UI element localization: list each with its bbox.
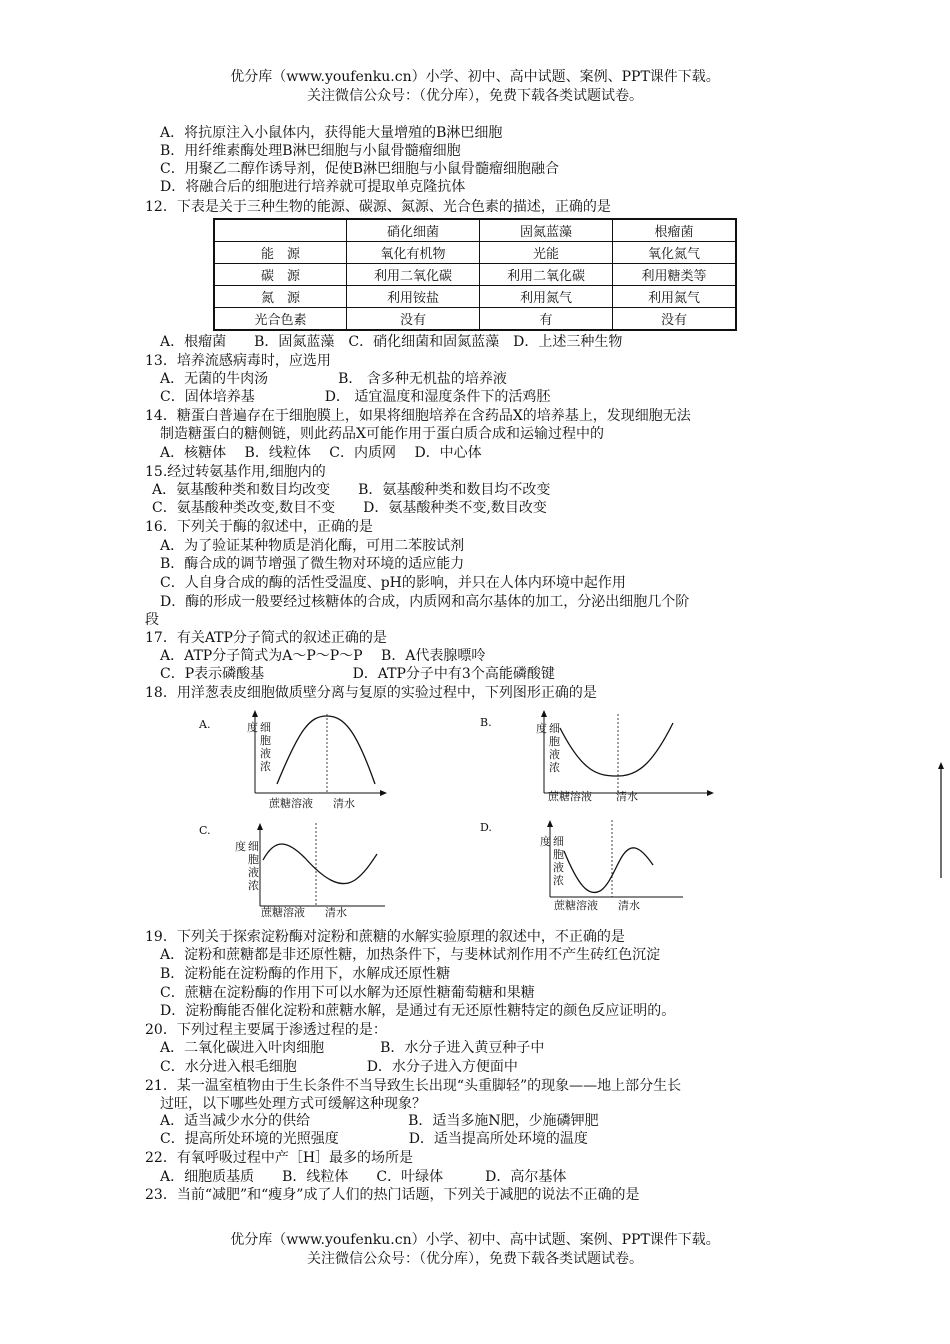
q19-option-c: C．蔗糖在淀粉酶的作用下可以水解为还原性糖葡萄糖和果糖 bbox=[160, 985, 535, 1001]
x-label-left: 蔗糖溶液 bbox=[554, 899, 598, 912]
y-label-char: 胞 bbox=[248, 853, 259, 866]
table-cell: 光能 bbox=[480, 242, 613, 264]
y-label-char: 度 bbox=[536, 722, 547, 735]
x-axis-arrow bbox=[380, 790, 387, 796]
q11-option-d: D．将融合后的细胞进行培养就可提取单克隆抗体 bbox=[160, 179, 466, 195]
y-axis-arrow bbox=[257, 823, 263, 830]
table-cell: 利用二氧化碳 bbox=[480, 264, 613, 286]
table-cell: 利用铵盐 bbox=[347, 286, 480, 308]
q19-option-a: A．淀粉和蔗糖都是非还原性糖，加热条件下，与斐林试剂作用不产生砖红色沉淀 bbox=[160, 947, 661, 963]
q14-stem-2: 制造糖蛋白的糖侧链，则此药品X可能作用于蛋白质合成和运输过程中的 bbox=[160, 426, 604, 442]
y-label-char: 度 bbox=[235, 840, 246, 853]
table-cell: 氮 源 bbox=[214, 286, 347, 308]
q23-stem: 23．当前“减肥”和“瘦身”成了人们的热门话题，下列关于减肥的说法不正确的是 bbox=[145, 1187, 640, 1203]
q19-option-d: D．淀粉酶能否催化淀粉和蔗糖水解，是通过有无还原性糖特定的颜色反应证明的。 bbox=[160, 1003, 676, 1019]
q17-options-ab: A．ATP分子简式为A～P～P～P B．A代表腺嘌呤 bbox=[160, 648, 486, 664]
y-label-char: 液 bbox=[553, 861, 564, 874]
q16-stem: 16．下列关于酶的叙述中，正确的是 bbox=[145, 519, 373, 535]
footer-line-1: 优分库（www.youfenku.cn）小学、初中、高中试题、案例、PPT课件下载。 bbox=[230, 1232, 720, 1248]
q15-stem: 15.经过转氨基作用,细胞内的 bbox=[145, 464, 326, 480]
y-label-char: 细 bbox=[260, 721, 271, 734]
q21-options-cd: C．提高所处环境的光照强度 D．适当提高所处环境的温度 bbox=[160, 1131, 588, 1147]
table-cell: 利用氮气 bbox=[613, 286, 737, 308]
q14-options: A．核糖体 B．线粒体 C．内质网 D．中心体 bbox=[160, 445, 482, 461]
y-axis-arrow bbox=[252, 710, 258, 717]
graph-label: A. bbox=[199, 718, 211, 731]
y-axis-arrow bbox=[541, 710, 547, 717]
q16-option-b: B．酶合成的调节增强了微生物对环境的适应能力 bbox=[160, 556, 465, 572]
y-label-char: 细 bbox=[553, 835, 564, 848]
table-cell: 光合色素 bbox=[214, 308, 347, 331]
q11-option-b: B．用纤维素酶处理B淋巴细胞与小鼠骨髓瘤细胞 bbox=[160, 143, 461, 159]
y-label-char: 细 bbox=[549, 722, 560, 735]
table-cell: 氧化氮气 bbox=[613, 242, 737, 264]
q16-option-d-1: D．酶的形成一般要经过核糖体的合成，内质网和高尔基体的加工，分泌出细胞几个阶 bbox=[160, 594, 690, 610]
curve bbox=[560, 723, 673, 776]
y-label-char: 胞 bbox=[553, 848, 564, 861]
table-cell: 利用糖类等 bbox=[613, 264, 737, 286]
table-cell: 固氮蓝藻 bbox=[480, 219, 613, 242]
x-label-right: 清水 bbox=[616, 790, 638, 803]
q16-option-c: C．人自身合成的酶的活性受温度、pH的影响，并只在人体内环境中起作用 bbox=[160, 575, 626, 591]
y-label-char: 度 bbox=[247, 721, 258, 734]
y-axis-arrow bbox=[547, 820, 553, 827]
table-header-row bbox=[214, 219, 736, 242]
x-label-right: 清水 bbox=[618, 899, 640, 912]
y-label-char: 度 bbox=[540, 835, 551, 848]
x-label-left: 蔗糖溶液 bbox=[261, 906, 305, 919]
margin-arrow-icon bbox=[936, 760, 946, 880]
table-cell: 有 bbox=[480, 308, 613, 331]
header-line-2: 关注微信公众号：（优分库），免费下载各类试题试卷。 bbox=[307, 88, 643, 104]
y-label-char: 液 bbox=[260, 747, 271, 760]
q20-options-ab: A．二氧化碳进入叶肉细胞 B．水分子进入黄豆种子中 bbox=[160, 1040, 545, 1056]
q12-stem: 12．下表是关于三种生物的能源、碳源、氮源、光合色素的描述，正确的是 bbox=[145, 199, 611, 215]
q13-stem: 13．培养流感病毒时，应选用 bbox=[145, 353, 331, 369]
table-cell: 碳 源 bbox=[214, 264, 347, 286]
curve bbox=[263, 844, 377, 884]
table-cell: 氧化有机物 bbox=[347, 242, 480, 264]
q21-options-ab: A．适当减少水分的供给 B．适当多施N肥，少施磷钾肥 bbox=[160, 1113, 599, 1129]
y-label-char: 液 bbox=[549, 748, 560, 761]
q12-table bbox=[213, 218, 737, 331]
q11-option-a: A．将抗原注入小鼠体内，获得能大量增殖的B淋巴细胞 bbox=[160, 125, 503, 141]
curve bbox=[277, 716, 375, 784]
y-label-char: 细 bbox=[248, 840, 259, 853]
q15-options-ab: A．氨基酸种类和数目均改变 B．氨基酸种类和数目均不改变 bbox=[152, 482, 551, 498]
x-label-right: 清水 bbox=[325, 906, 347, 919]
table-cell: 根瘤菌 bbox=[613, 219, 737, 242]
graph-label: D. bbox=[480, 821, 492, 834]
graph-label: C. bbox=[199, 824, 211, 837]
table-cell: 硝化细菌 bbox=[347, 219, 480, 242]
footer-line-2: 关注微信公众号：（优分库），免费下载各类试题试卷。 bbox=[307, 1251, 643, 1267]
graph-c bbox=[195, 818, 395, 920]
y-label-char: 浓 bbox=[553, 874, 564, 887]
y-label-char: 浓 bbox=[248, 879, 259, 892]
graph-a bbox=[195, 708, 395, 813]
q13-options-cd: C．固体培养基 D． 适宜温度和湿度条件下的活鸡胚 bbox=[160, 389, 551, 405]
x-label-right: 清水 bbox=[333, 797, 355, 810]
curve bbox=[564, 848, 653, 893]
table-cell bbox=[214, 219, 347, 242]
table-row bbox=[214, 308, 736, 331]
table-row bbox=[214, 286, 736, 308]
graph-b bbox=[478, 708, 728, 808]
q20-stem: 20．下列过程主要属于渗透过程的是： bbox=[145, 1022, 387, 1038]
y-label-char: 胞 bbox=[260, 734, 271, 747]
q15-options-cd: C．氨基酸种类改变,数目不变 D．氨基酸种类不变,数目改变 bbox=[152, 500, 547, 516]
q11-option-c: C．用聚乙二醇作诱导剂，促使B淋巴细胞与小鼠骨髓瘤细胞融合 bbox=[160, 161, 559, 177]
y-label-char: 胞 bbox=[549, 735, 560, 748]
y-label-char: 浓 bbox=[260, 760, 271, 773]
x-label-left: 蔗糖溶液 bbox=[269, 797, 313, 810]
table-row bbox=[214, 264, 736, 286]
q17-options-cd: C．P表示磷酸基 D．ATP分子中有3个高能磷酸键 bbox=[160, 666, 555, 682]
y-label-char: 液 bbox=[248, 866, 259, 879]
q22-options: A．细胞质基质 B．线粒体 C．叶绿体 D．高尔基体 bbox=[160, 1169, 567, 1185]
q12-options: A．根瘤菌 B．固氮蓝藻 C．硝化细菌和固氮蓝藻 D．上述三种生物 bbox=[160, 334, 623, 350]
q22-stem: 22．有氧呼吸过程中产［H］最多的场所是 bbox=[145, 1150, 414, 1166]
q21-stem-1: 21．某一温室植物由于生长条件不当导致生长出现“头重脚轻”的现象——地上部分生长 bbox=[145, 1078, 682, 1094]
table-cell: 没有 bbox=[613, 308, 737, 331]
table-cell: 利用二氧化碳 bbox=[347, 264, 480, 286]
table-cell: 能 源 bbox=[214, 242, 347, 264]
table-cell: 利用氮气 bbox=[480, 286, 613, 308]
q19-stem: 19．下列关于探索淀粉酶对淀粉和蔗糖的水解实验原理的叙述中，不正确的是 bbox=[145, 929, 625, 945]
header-line-1: 优分库（www.youfenku.cn）小学、初中、高中试题、案例、PPT课件下载。 bbox=[230, 69, 720, 85]
graph-label: B. bbox=[480, 716, 492, 729]
q17-stem: 17．有关ATP分子简式的叙述正确的是 bbox=[145, 630, 387, 646]
table-cell: 没有 bbox=[347, 308, 480, 331]
q16-option-d-2: 段 bbox=[145, 612, 159, 628]
table-row bbox=[214, 242, 736, 264]
q19-option-b: B．淀粉能在淀粉酶的作用下，水解成还原性糖 bbox=[160, 966, 451, 982]
y-label-char: 浓 bbox=[549, 761, 560, 774]
graph-d bbox=[478, 815, 698, 917]
q13-options-ab: A．无菌的牛肉汤 B． 含多种无机盐的培养液 bbox=[160, 371, 507, 387]
x-label-left: 蔗糖溶液 bbox=[548, 790, 592, 803]
q16-option-a: A．为了验证某种物质是消化酶，可用二苯胺试剂 bbox=[160, 538, 465, 554]
q14-stem-1: 14．糖蛋白普遍存在于细胞膜上，如果将细胞培养在含药品X的培养基上，发现细胞无法 bbox=[145, 408, 691, 424]
q20-options-cd: C．水分进入根毛细胞 D．水分子进入方便面中 bbox=[160, 1059, 518, 1075]
x-axis-arrow bbox=[707, 790, 714, 796]
q21-stem-2: 过旺，以下哪些处理方式可缓解这种现象？ bbox=[160, 1096, 426, 1112]
q18-stem: 18．用洋葱表皮细胞做质壁分离与复原的实验过程中，下列图形正确的是 bbox=[145, 685, 597, 701]
